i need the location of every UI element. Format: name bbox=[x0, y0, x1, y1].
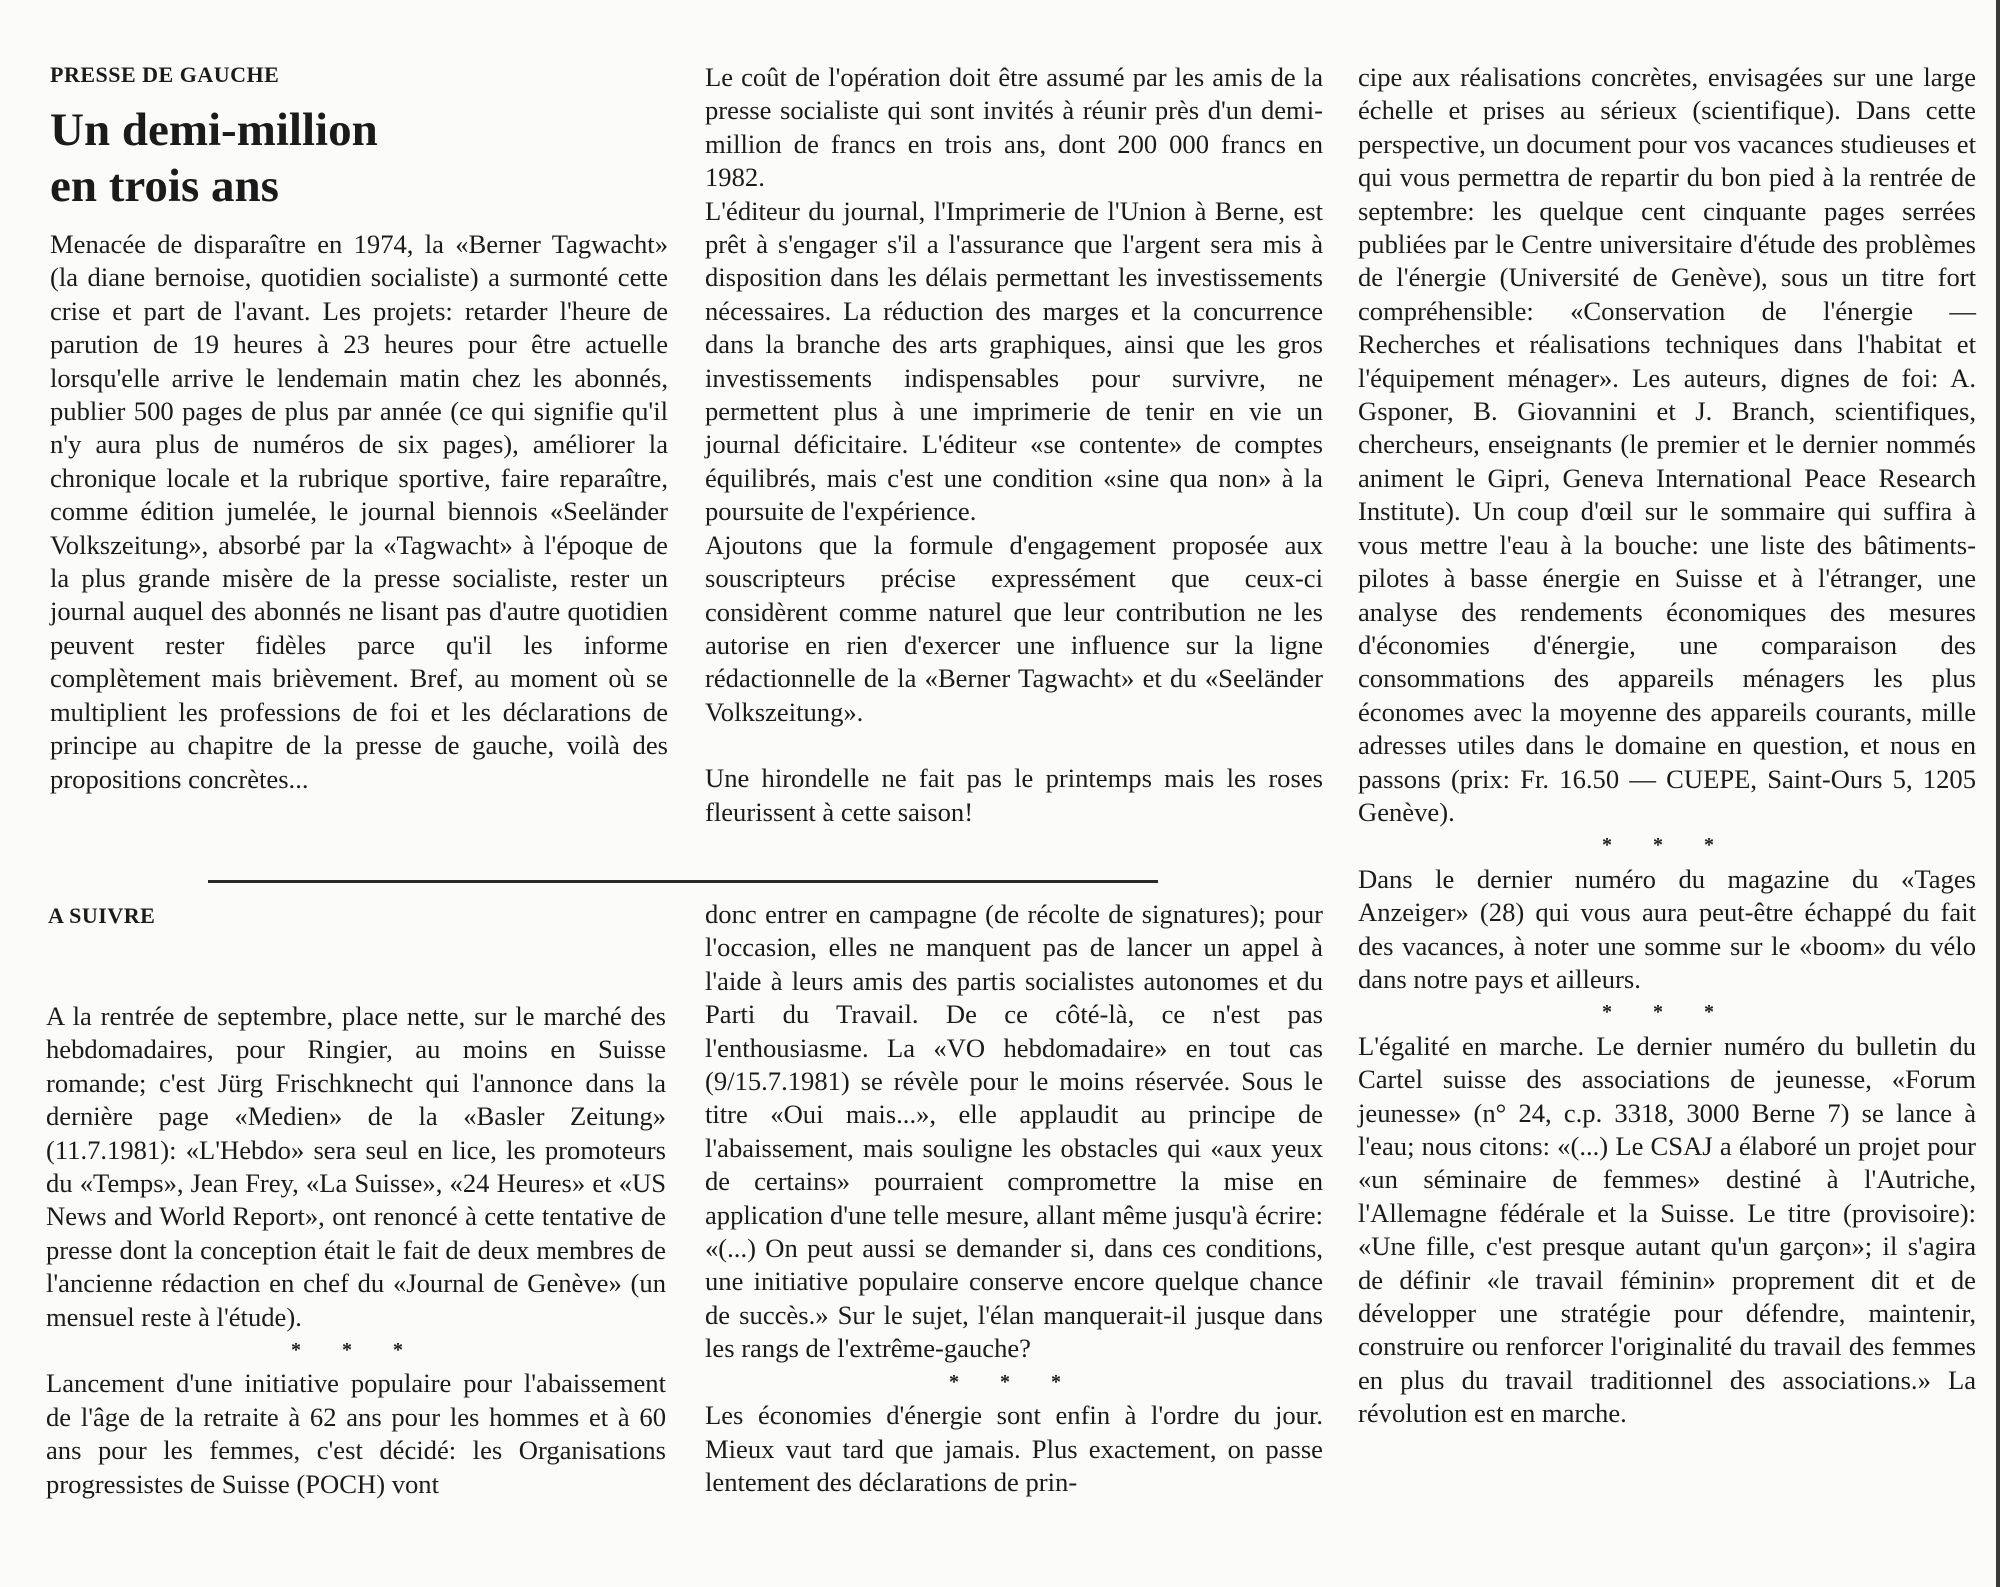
top-col2-paragraph-4: Une hirondelle ne fait pas le printemps mais les roses fleurissent à cette saison! bbox=[705, 763, 1323, 827]
headline-line-2: en trois ans bbox=[50, 160, 279, 212]
section-kicker-presse-de-gauche: PRESSE DE GAUCHE bbox=[50, 62, 280, 87]
top-column-2 bbox=[705, 61, 1323, 829]
bottom-col1-paragraph-1: A la rentrée de septembre, place nette, sur le marché des hebdomadaires, pour Ringier, au moins en Suisse romande; c'est Jürg Frischknecht qui l'annonce dans la dernière page «Medien» de la «Basler Zeitung» (11.7.1981): «L'Hebdo» sera seul en lice, les promoteurs du «Temps», Jean Frey, «La Suisse», «24 Heures» et «US News and World Report», ont renoncé à cette tentative de presse dont la conception était le fait de deux membres de l'ancienne rédaction en chef du «Journal de Genève» (un mensuel reste à l'étude). bbox=[46, 1001, 666, 1332]
headline-line-1: Un demi-million bbox=[50, 104, 378, 156]
top-col2-paragraph-3: Ajoutons que la formule d'engagement proposée aux souscripteurs précise expressément que ceux-ci considèrent comme naturel que leur contribution ne les autorise en rien d'exercer une influence sur la ligne rédactionnelle de la «Berner Tagwacht» et du «Seeländer Volkszeitung». bbox=[705, 529, 1323, 727]
bottom-col2-paragraph-2: Les économies d'énergie sont enfin à l'ordre du jour. Mieux vaut tard que jamais. Plus exactement, on passe lentement des déclarations de prin- bbox=[705, 1400, 1323, 1497]
bottom-column-2 bbox=[705, 898, 1323, 1499]
right-paragraph-3: L'égalité en marche. Le dernier numéro du bulletin du Cartel suisse des associations de jeunesse, «Forum jeunesse» (n° 24, c.p. 3318, 3000 Berne 7) se lance à l'eau; nous citons: «(...) Le CSAJ a élaboré un projet pour «un séminaire de femmes» destiné à l'Autriche, l'Allemagne fédérale et la Suisse. Le titre (provisoire): «Une fille, c'est presque autant qu'un garçon»; il s'agira de définir «le travail féminin» proprement dit et de développer une stratégie pour défendre, maintenir, construire ou renforcer l'originalité du travail des femmes en plus du travail traditionnel des associations.» La révolution est en marche. bbox=[1358, 1030, 1976, 1429]
article-headline bbox=[50, 102, 378, 214]
top-col2-paragraph-1: Le coût de l'opération doit être assumé par les amis de la presse socialiste qui sont invités à réunir près d'un demi-million de francs en trois ans, dont 200 000 francs en 1982. bbox=[705, 62, 1323, 193]
top-col1-paragraph: Menacée de disparaître en 1974, la «Berner Tagwacht» (la diane bernoise, quotidien socialiste) a surmonté cette crise et part de l'avant. Les projets: retarder l'heure de parution de 19 heures à 23 heures pour être actuelle lorsqu'elle arrive le lendemain matin chez les abonnés, publier 500 pages de plus par année (ce qui signifie qu'il n'y aura plus de numéros de six pages), améliorer la chronique locale et la rubrique sportive, faire reparaître, comme édition jumelée, le journal biennois «Seeländer Volkszeitung», absorbé par la «Tagwacht» à l'époque de la plus grande misère de la presse socialiste, rester un journal auquel des abonnés ne lisant pas d'autre quotidien peuvent rester fidèles parce qu'il les informe complètement mais brièvement. Bref, au moment où se multiplient les professions de foi et les déclarations de principe au chapitre de la presse de gauche, voilà des propositions concrètes... bbox=[50, 229, 668, 794]
section-separator-stars: * * * bbox=[949, 1370, 1079, 1393]
section-separator-stars: * * * bbox=[1602, 1001, 1732, 1024]
right-paragraph-1: cipe aux réalisations concrètes, envisagées sur une large échelle et prises au sérieux (scientifique). Dans cette perspective, un document pour vos vacances studieuses et qui vous permettra de repartir du bon pied à la rentrée de septembre: les quelque cent cinquante pages serrées publiées par le Centre universitaire d'étude des problèmes de l'énergie (Université de Genève), sous un titre fort compréhensible: «Conservation de l'énergie — Recherches et réalisations techniques dans l'habitat et l'équipement ménager». Les auteurs, dignes de foi: A. Gsponer, B. Giovannini et J. Branch, scientifiques, chercheurs, enseignants (le premier et le dernier nommés animent le Gipri, Geneva International Peace Research Institute). Un coup d'œil sur le sommaire qui suffira à vous mettre l'eau à la bouche: une liste des bâtiments-pilotes à basse énergie en Suisse et à l'étranger, une analyse des rendements économiques des mesures d'économies d'énergie, une comparaison des consommations des appareils ménagers les plus économes avec la moyenne des appareils courants, mille adresses utiles dans le domaine en question, et nous en passons (prix: Fr. 16.50 — CUEPE, Saint-Ours 5, 1205 Genève). bbox=[1358, 62, 1976, 827]
right-column bbox=[1358, 61, 1976, 1431]
bottom-column-1 bbox=[46, 1000, 666, 1501]
right-paragraph-2: Dans le dernier numéro du magazine du «Tages Anzeiger» (28) qui vous aura peut-être échappé du fait des vacances, à noter une somme sur le «boom» du vélo dans notre pays et ailleurs. bbox=[1358, 863, 1976, 994]
section-separator-stars: * * * bbox=[291, 1339, 421, 1362]
section-separator-stars: * * * bbox=[1602, 834, 1732, 857]
top-col2-paragraph-2: L'éditeur du journal, l'Imprimerie de l'Union à Berne, est prêt à s'engager s'il a l'assurance que l'argent sera mis à disposition dans les délais permettant les investissements nécessaires. La réduction des marges et la concurrence dans la branche des arts graphiques, ainsi que les gros investissements indispensables pour survivre, ne permettent plus à une imprimerie de tenir en vie un journal déficitaire. L'éditeur «se contente» de comptes équilibrés, mais c'est une condition «sine qua non» à la poursuite de l'expérience. bbox=[705, 195, 1323, 527]
page-edge bbox=[1996, 0, 2000, 1587]
bottom-col2-paragraph-1: donc entrer en campagne (de récolte de signatures); pour l'occasion, elles ne manquent pas de lancer un appel à l'aide à leurs amis des partis socialistes autonomes et du Parti du Travail. De ce côté-là, ce n'est pas l'enthousiasme. La «VO hebdomadaire» en tout cas (9/15.7.1981) se révèle pour le moins réservée. Sous le titre «Oui mais...», elle applaudit au principe de l'abaissement, mais souligne les obstacles qui «aux yeux de certains» pourraient compromettre la mise en application d'une telle mesure, allant même jusqu'à écrire: «(...) On peut aussi se demander si, dans ces conditions, une initiative populaire conserve encore quelque chance de succès.» Sur le sujet, l'élan manquerait-il jusque dans les rangs de l'extrême-gauche? bbox=[705, 899, 1323, 1364]
top-column-1 bbox=[50, 228, 668, 796]
section-kicker-a-suivre: A SUIVRE bbox=[48, 903, 156, 928]
section-divider-rule bbox=[208, 880, 1158, 883]
bottom-col1-paragraph-2: Lancement d'une initiative populaire pour l'abaissement de l'âge de la retraite à 62 ans pour les hommes et à 60 ans pour les femmes, c'est décidé: les Organisations progressistes de Suisse (POCH) vont bbox=[46, 1368, 666, 1499]
